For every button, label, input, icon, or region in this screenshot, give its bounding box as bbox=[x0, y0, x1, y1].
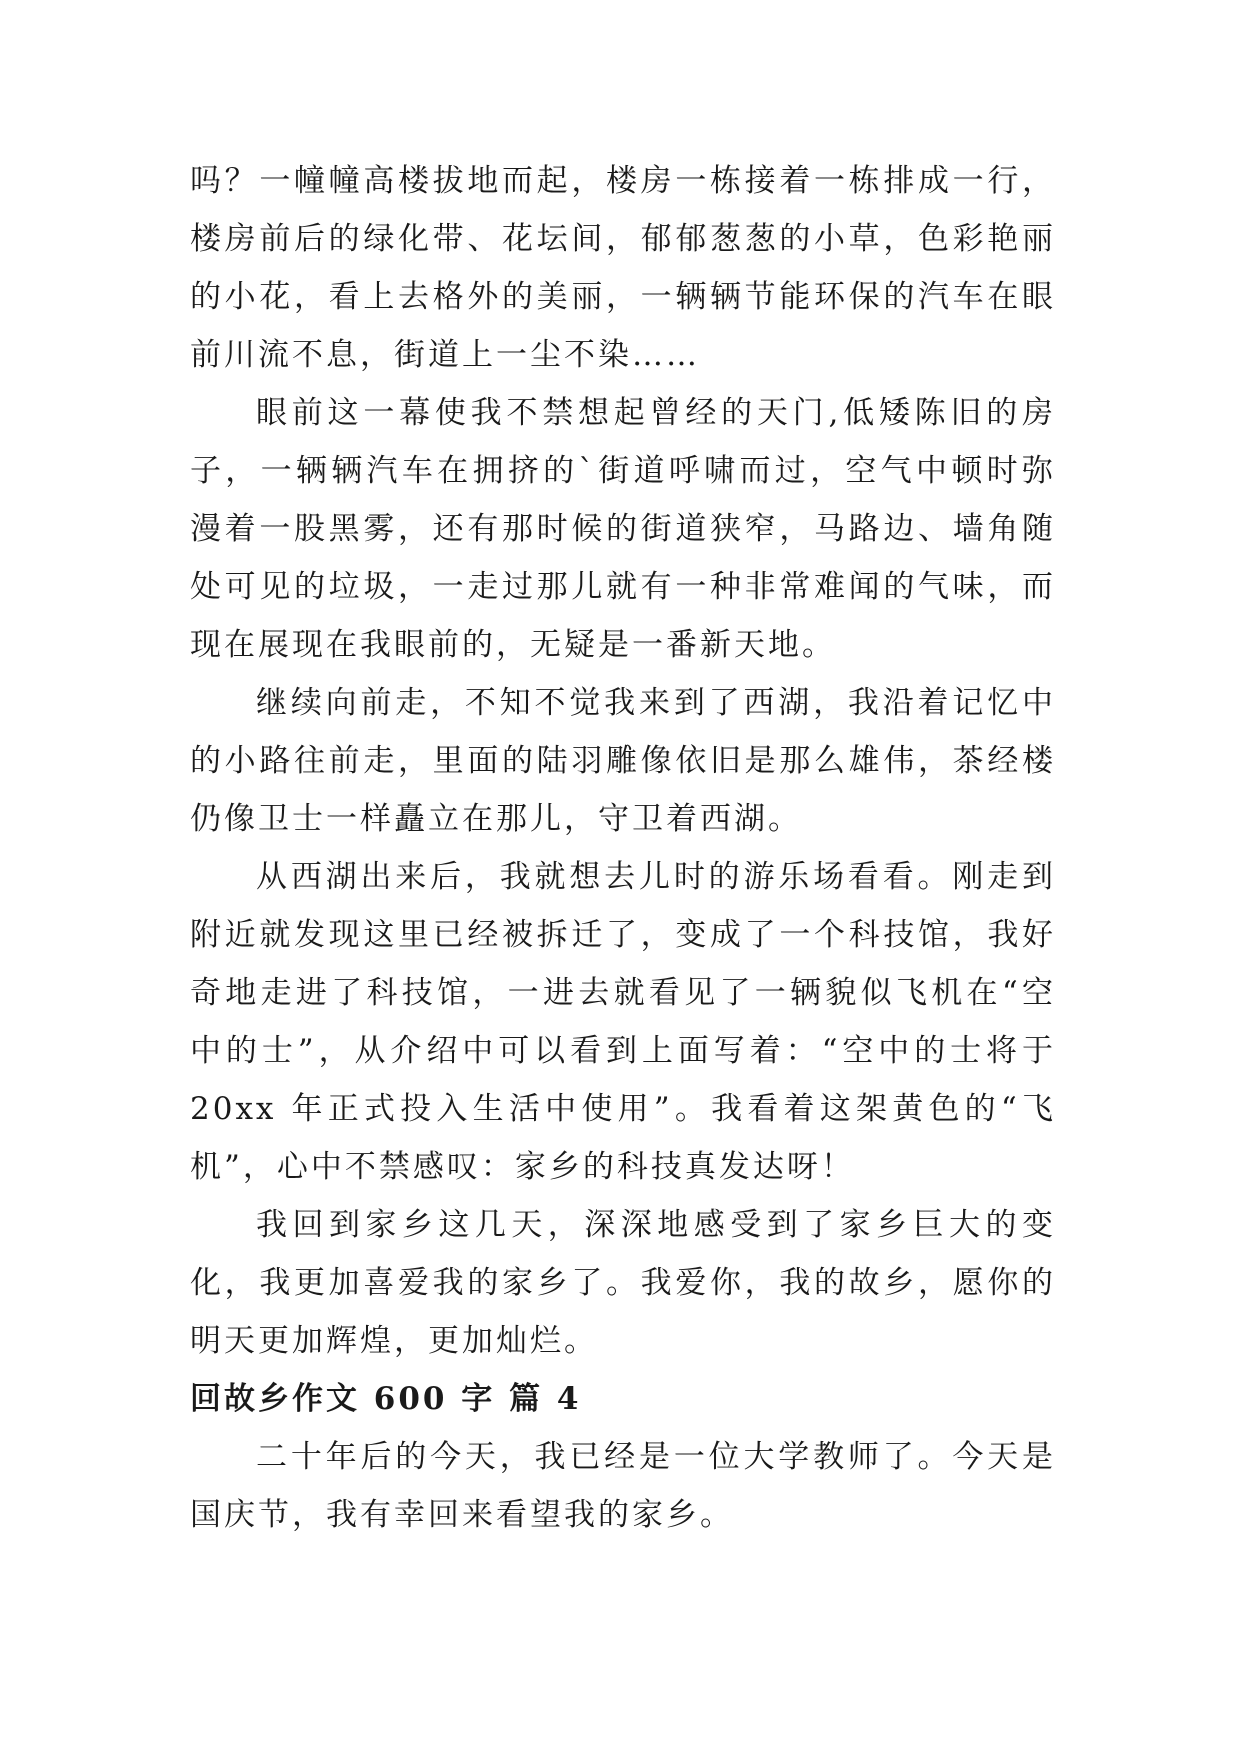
paragraph: 我回到家乡这几天，深深地感受到了家乡巨大的变化，我更加喜爱我的家乡了。我爱你，我的故乡，愿你的明天更加辉煌，更加灿烂。 bbox=[190, 1207, 1056, 1359]
document-page bbox=[190, 152, 1056, 1544]
paragraph-continuation: 吗？一幢幢高楼拔地而起，楼房一栋接着一栋排成一行，楼房前后的绿化带、花坛间，郁郁葱葱的小草，色彩艳丽的小花，看上去格外的美丽，一辆辆节能环保的汽车在眼前川流不息，街道上一尘不染…… bbox=[190, 163, 1056, 373]
paragraph: 二十年后的今天，我已经是一位大学教师了。今天是国庆节，我有幸回来看望我的家乡。 bbox=[190, 1439, 1056, 1533]
section-heading: 回故乡作文 600 字 篇 4 bbox=[190, 1381, 582, 1417]
paragraph: 继续向前走，不知不觉我来到了西湖，我沿着记忆中的小路往前走，里面的陆羽雕像依旧是那么雄伟，茶经楼仍像卫士一样矗立在那儿，守卫着西湖。 bbox=[190, 685, 1056, 837]
paragraph: 眼前这一幕使我不禁想起曾经的天门,低矮陈旧的房子，一辆辆汽车在拥挤的`街道呼啸而过，空气中顿时弥漫着一股黑雾，还有那时候的街道狭窄，马路边、墙角随处可见的垃圾，一走过那儿就有一种非常难闻的气味，而现在展现在我眼前的，无疑是一番新天地。 bbox=[190, 395, 1056, 663]
paragraph: 从西湖出来后，我就想去儿时的游乐场看看。刚走到附近就发现这里已经被拆迁了，变成了一个科技馆，我好奇地走进了科技馆，一进去就看见了一辆貌似飞机在“空中的士”，从介绍中可以看到上面写着：“空中的士将于 20xx 年正式投入生活中使用”。我看着这架黄色的“飞机”，心中不禁感叹：家乡的科技真发达呀！ bbox=[190, 859, 1056, 1185]
